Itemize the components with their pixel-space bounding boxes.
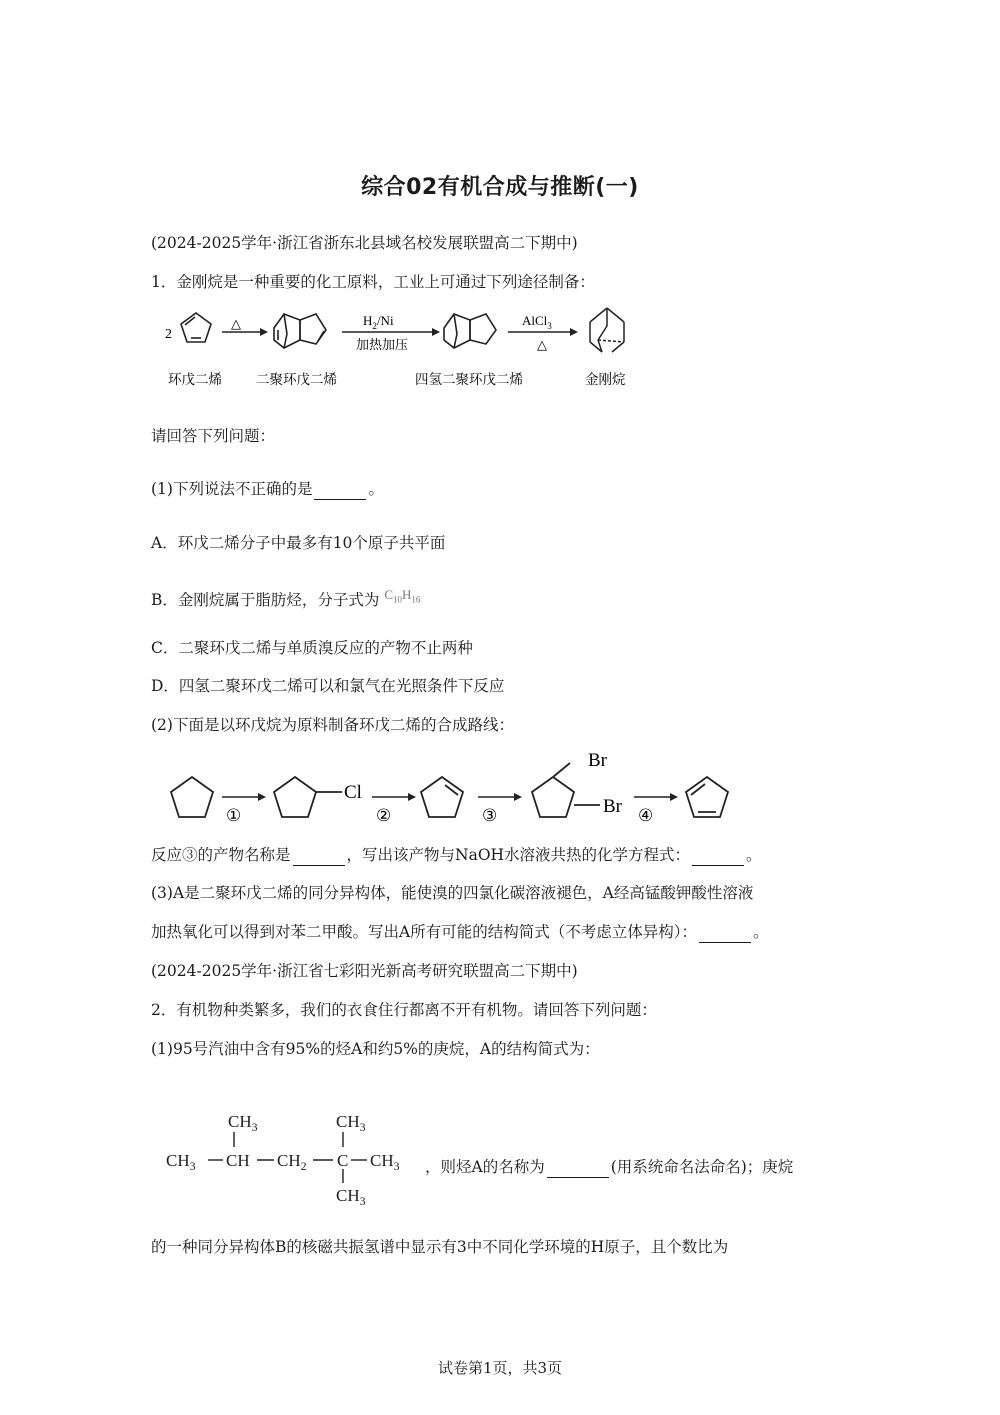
ch3-left: $CH_3$ bbox=[166, 1151, 196, 1173]
heat-triangle-1: △ bbox=[231, 317, 241, 332]
adamantane-synthesis-scheme bbox=[160, 300, 650, 395]
q2-stem: 2．有机物种类繁多，我们的衣食住行都离不开有机物。请回答下列问题： bbox=[151, 1001, 657, 1019]
q1-part2-q-a: 反应③的产物名称是 bbox=[151, 846, 291, 864]
adamantane-structure bbox=[590, 308, 624, 352]
answer-blank-2[interactable] bbox=[293, 849, 345, 866]
q1-source: (2024-2025学年·浙江省浙东北县域名校发展联盟高二下期中) bbox=[151, 234, 578, 252]
q1-part2: (2)下面是以环戊烷为原料制备环戊二烯的合成路线： bbox=[151, 716, 514, 734]
q1-part1-end: 。 bbox=[368, 480, 384, 498]
q2-part1-after-a: ，则烃A的名称为 bbox=[425, 1158, 545, 1176]
structure-formula-a bbox=[160, 1105, 420, 1210]
q1-part2-q-b: ，写出该产物与NaOH水溶液共热的化学方程式： bbox=[346, 846, 691, 864]
q1-part1 bbox=[151, 478, 384, 500]
step-1: ① bbox=[226, 806, 242, 826]
step-2: ② bbox=[376, 806, 392, 826]
option-b-text: B．金刚烷属于脂肪烃，分子式为 bbox=[151, 591, 380, 610]
c-quaternary: C bbox=[337, 1151, 349, 1170]
q1-part2-q-end: 。 bbox=[746, 846, 762, 864]
q1-stem: 1．金刚烷是一种重要的化工原料，工业上可通过下列途径制备： bbox=[151, 273, 595, 291]
tetrahydrodicyclopentadiene-structure bbox=[444, 314, 496, 348]
bromine-label-top: Br bbox=[588, 750, 607, 771]
option-b bbox=[151, 584, 420, 611]
chlorocyclopentane-structure bbox=[274, 777, 316, 817]
q1-part3-line1: (3)A是二聚环戊二烯的同分异构体，能使溴的四氯化碳溶液褪色，A经高锰酸钾酸性溶液 bbox=[151, 884, 754, 902]
label-dicyclopentadiene: 二聚环戊二烯 bbox=[256, 372, 337, 388]
option-d: D．四氢二聚环戊二烯可以和氯气在光照条件下反应 bbox=[151, 677, 505, 695]
cyclopentane-structure bbox=[171, 777, 213, 817]
step-3: ③ bbox=[482, 806, 498, 826]
cyclopentadiene-product-structure bbox=[686, 777, 728, 817]
answer-blank-4[interactable] bbox=[699, 926, 751, 943]
cyclopentadiene-structure bbox=[181, 313, 211, 342]
bromine-label-right: Br bbox=[603, 796, 622, 817]
condition-heat-pressure: 加热加压 bbox=[356, 338, 409, 353]
q1-part1-text: (1)下列说法不正确的是 bbox=[151, 480, 313, 498]
cyclopentadiene-route-scheme bbox=[160, 745, 750, 835]
option-c: C．二聚环戊二烯与单质溴反应的产物不止两种 bbox=[151, 639, 473, 657]
dicyclopentadiene-structure bbox=[274, 314, 326, 348]
ch-group: CH bbox=[226, 1151, 250, 1170]
ch3-top-left: $CH_3$ bbox=[228, 1112, 258, 1134]
page-footer: 试卷第1页，共3页 bbox=[437, 1359, 563, 1377]
ch3-top-right: $CH_3$ bbox=[336, 1112, 366, 1134]
label-adamantane: 金刚烷 bbox=[585, 372, 626, 388]
q2-part1-after-b: (用系统命名法命名)；庚烷 bbox=[610, 1158, 794, 1176]
option-a: A．环戊二烯分子中最多有10个原子共平面 bbox=[151, 534, 446, 552]
q2-part1-next: 的一种同分异构体B的核磁共振氢谱中显示有3中不同化学环境的H原子，且个数比为 bbox=[151, 1238, 729, 1256]
answer-blank-3[interactable] bbox=[692, 849, 744, 866]
coefficient: 2 bbox=[165, 327, 172, 342]
q2-source: (2024-2025学年·浙江省七彩阳光新高考研究联盟高二下期中) bbox=[151, 962, 578, 980]
condition-alcl3: AlCl$_3$ bbox=[522, 313, 552, 331]
page-title: 综合02有机合成与推断(一) bbox=[361, 175, 639, 200]
q1-part3-text: 加热氧化可以得到对苯二甲酸。写出A所有可能的结构简式（不考虑立体异构）： bbox=[151, 923, 697, 941]
heat-triangle-3: △ bbox=[537, 338, 547, 353]
q1-part2-question bbox=[151, 844, 762, 866]
ch2-group: $CH_2$ bbox=[277, 1151, 307, 1173]
formula-c10h16: $C_{10}H_{16}$ bbox=[384, 587, 421, 605]
q2-part1: (1)95号汽油中含有95%的烃A和约5%的庚烷，A的结构简式为： bbox=[151, 1040, 600, 1058]
ch3-right: $CH_3$ bbox=[370, 1151, 400, 1173]
q1-part3-end: 。 bbox=[752, 923, 769, 941]
condition-h2-ni: $H_2/Ni$ bbox=[363, 313, 394, 331]
answer-blank-5[interactable] bbox=[547, 1161, 609, 1178]
label-tetrahydro: 四氢二聚环戊二烯 bbox=[415, 372, 523, 388]
step-4: ④ bbox=[638, 806, 654, 826]
ch3-bottom: $CH_3$ bbox=[336, 1186, 366, 1208]
q1-part3-line2 bbox=[151, 921, 768, 943]
dibromocyclopentane-structure bbox=[532, 763, 600, 817]
chlorine-label: Cl bbox=[344, 782, 362, 803]
q2-part1-continued bbox=[425, 1156, 793, 1178]
answer-prompt: 请回答下列问题： bbox=[151, 427, 276, 445]
answer-blank-1[interactable] bbox=[314, 483, 366, 500]
cyclopentene-structure bbox=[421, 777, 463, 817]
label-cyclopentadiene: 环戊二烯 bbox=[168, 372, 222, 388]
